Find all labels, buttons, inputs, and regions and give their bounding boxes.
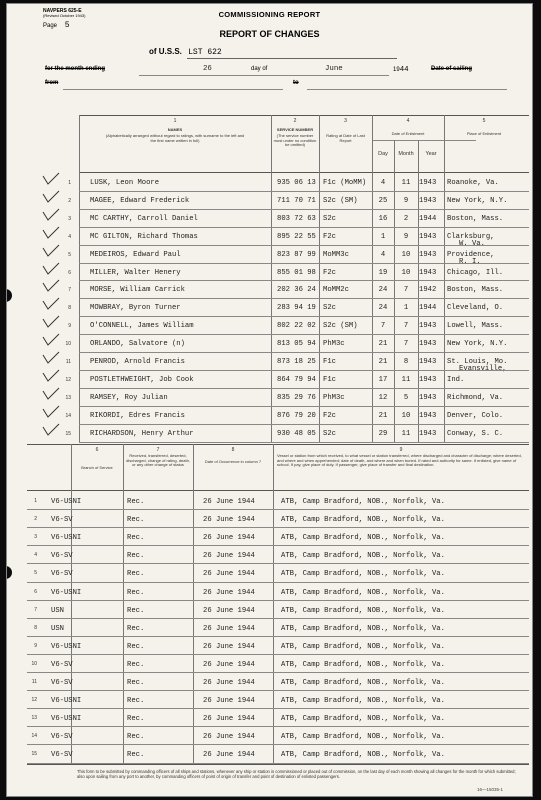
footer-instructions: This form to be submitted by commanding officers of all ships and stations, whenever any ship or station is commissioned or placed out of commission, on the last day of each month showing all changes for the month for which submitted; also upon sailing from any port to another, by commanding officers of point of origin of transfer and point of destination of enlisted passengers.: [77, 769, 516, 779]
check-mark-icon: [42, 226, 60, 240]
enlist-month: 11: [401, 375, 411, 384]
remarks: ATB, Camp Bradford, NOB., Norfolk, Va.: [281, 588, 445, 597]
occurrence-date: 26 June 1944: [203, 660, 255, 669]
status-change: Rec.: [127, 715, 145, 724]
table-row: [7, 299, 532, 316]
enlist-day: 17: [378, 375, 388, 384]
branch-of-service: USN: [51, 606, 64, 615]
enlist-day: 21: [378, 340, 388, 349]
row-number: 10: [31, 660, 37, 667]
row-number: 6: [68, 269, 71, 276]
remarks: ATB, Camp Bradford, NOB., Norfolk, Va.: [281, 715, 445, 724]
remarks: ATB, Camp Bradford, NOB., Norfolk, Va.: [281, 606, 445, 615]
sailor-name: RICHARDSON, Henry Arthur: [90, 429, 194, 438]
enlist-place: Ind.: [447, 375, 465, 384]
table-row: [7, 174, 532, 191]
check-mark-icon: [42, 387, 60, 401]
row-number: 11: [65, 359, 71, 365]
remarks: ATB, Camp Bradford, NOB., Norfolk, Va.: [281, 697, 445, 706]
check-mark-icon: [42, 297, 60, 311]
branch-of-service: V6-SV: [51, 570, 73, 579]
report-month: June: [325, 65, 343, 73]
sailor-name: MEDEIROS, Edward Paul: [90, 250, 181, 259]
enlist-day: 12: [378, 393, 388, 402]
branch-of-service: V6-SV: [51, 751, 73, 760]
enlist-year: 1942: [419, 286, 437, 295]
row-number: 8: [68, 305, 71, 312]
rating: S2c: [323, 429, 336, 438]
enlist-year: 1943: [419, 322, 437, 331]
row-number: 14: [31, 733, 37, 740]
form-revision: (Revised October 1943): [43, 13, 86, 18]
rating: MoMM2c: [323, 286, 349, 295]
check-mark-icon: [42, 405, 60, 419]
enlist-month: 8: [403, 358, 409, 366]
occurrence-date: 26 June 1944: [203, 733, 255, 742]
enlist-place: Roanoke, Va.: [447, 179, 499, 187]
rating: F2c: [323, 268, 336, 277]
enlist-month: 1: [403, 304, 409, 313]
check-mark-icon: [42, 315, 60, 329]
enlist-place: Boston, Mass.: [447, 214, 504, 223]
row-number: 11: [31, 679, 37, 685]
branch-of-service: V6-SV: [51, 660, 73, 669]
row-number: 13: [31, 715, 37, 722]
col-branch-header: Branch of Service: [81, 465, 113, 470]
enlist-place: St. Louis, Mo.: [447, 358, 508, 366]
report-title: REPORT OF CHANGES: [219, 29, 320, 39]
branch-of-service: V6-USNI: [51, 697, 82, 706]
enlist-year: 1943: [419, 411, 437, 420]
col-received-header: Received, transferred, deserted, discharged, change of rating, death, or any other change of status: [126, 453, 190, 468]
col-rating-header: Rating at Date of Last Report: [326, 133, 365, 143]
sailor-name: RIKORDI, Edres Francis: [90, 411, 185, 420]
branch-of-service: V6-SV: [51, 679, 73, 687]
row-number: 9: [68, 323, 71, 330]
remarks: ATB, Camp Bradford, NOB., Norfolk, Va.: [281, 570, 445, 579]
enlist-place: New York, N.Y.: [447, 196, 508, 205]
row-number: 10: [65, 341, 71, 348]
enlist-place: Lowell, Mass.: [447, 322, 504, 331]
row-number: 4: [34, 552, 37, 559]
remarks: ATB, Camp Bradford, NOB., Norfolk, Va.: [281, 498, 445, 506]
service-number: 802 22 02: [277, 322, 316, 331]
rating: MoMM3c: [323, 250, 349, 259]
enlist-month: 10: [401, 411, 411, 420]
status-change: Rec.: [127, 588, 145, 597]
service-number: 930 48 05: [277, 429, 316, 438]
branch-of-service: V6-USNI: [51, 498, 82, 506]
enlist-month: 7: [403, 286, 409, 295]
table-row: [7, 371, 532, 388]
enlist-month: 7: [403, 322, 409, 331]
service-number: 711 70 71: [277, 196, 316, 205]
sailor-name: MOWBRAY, Byron Turner: [90, 304, 181, 313]
enlist-place: New York, N.Y.: [447, 340, 508, 349]
check-mark-icon: [42, 423, 60, 437]
enlist-year: 1943: [419, 358, 437, 366]
remarks: ATB, Camp Bradford, NOB., Norfolk, Va.: [281, 552, 445, 561]
sailor-name: MC GILTON, Richard Thomas: [90, 232, 198, 241]
status-change: Rec.: [127, 606, 145, 615]
ship-line: of U.S.S. LST 622: [149, 47, 222, 57]
table-row: [7, 281, 532, 298]
check-mark-icon: [42, 208, 60, 222]
occurrence-date: 26 June 1944: [203, 498, 255, 506]
status-change: Rec.: [127, 498, 145, 506]
enlist-month: 10: [401, 268, 411, 277]
occurrence-date: 26 June 1944: [203, 697, 255, 706]
sailor-name: LUSK, Leon Moore: [90, 179, 160, 187]
enlist-place-line2: W. Va.: [459, 239, 485, 248]
row-number: 4: [68, 233, 71, 240]
branch-of-service: V6-SV: [51, 552, 73, 561]
status-change: Rec.: [127, 624, 145, 633]
enlist-place: Chicago, Ill.: [447, 268, 504, 277]
row-number: 8: [34, 624, 37, 631]
enlist-day: 1: [380, 232, 386, 241]
service-number: 935 06 13: [277, 179, 316, 187]
branch-of-service: USN: [51, 624, 64, 633]
remarks: ATB, Camp Bradford, NOB., Norfolk, Va.: [281, 624, 445, 633]
remarks: ATB, Camp Bradford, NOB., Norfolk, Va.: [281, 660, 445, 669]
rating: S2c: [323, 304, 336, 313]
status-change: Rec.: [127, 751, 145, 760]
enlist-month: 7: [403, 340, 409, 349]
row-number: 15: [65, 430, 71, 437]
enlist-place: Conway, S. C.: [447, 429, 504, 438]
service-number: 823 87 99: [277, 250, 316, 259]
occurrence-date: 26 June 1944: [203, 570, 255, 579]
period-label: for the month ending: [45, 66, 105, 72]
branch-of-service: V6-SV: [51, 516, 73, 525]
check-mark-icon: [42, 244, 60, 258]
status-change: Rec.: [127, 733, 145, 742]
row-number: 3: [68, 215, 71, 222]
row-number: 1: [34, 498, 37, 504]
occurrence-date: 26 June 1944: [203, 642, 255, 651]
rating: F2c: [323, 232, 336, 241]
rating: F1c: [323, 375, 336, 384]
remarks: ATB, Camp Bradford, NOB., Norfolk, Va.: [281, 679, 445, 687]
enlist-place: Clarksburg,: [447, 232, 495, 241]
service-number: 813 05 94: [277, 340, 316, 349]
service-number: 855 01 98: [277, 268, 316, 277]
enlist-month: 5: [403, 393, 409, 402]
table-row: [7, 335, 532, 352]
enlist-day: 19: [378, 268, 388, 277]
table-row: [7, 407, 532, 424]
service-number: 803 72 63: [277, 214, 316, 223]
col-service-header: SERVICE NUMBER: [276, 127, 314, 132]
enlist-month: 9: [403, 232, 409, 241]
rating: PhM3c: [323, 340, 345, 349]
col-enlistment-header: Date of Enlistment: [391, 131, 425, 136]
table-row: [7, 425, 532, 442]
enlist-year: 1943: [419, 250, 437, 259]
check-mark-icon: [42, 369, 60, 383]
day-of-label: day of: [251, 66, 268, 72]
table-row: [7, 246, 532, 266]
status-change: Rec.: [127, 697, 145, 706]
enlist-year: 1944: [419, 304, 437, 313]
date-of-sailing-label: Date of sailing: [431, 66, 473, 72]
branch-of-service: V6-USNI: [51, 534, 82, 543]
occurrence-date: 26 June 1944: [203, 588, 255, 597]
row-number: 14: [65, 412, 71, 419]
branch-of-service: V6-USNI: [51, 642, 82, 651]
row-number: 5: [34, 570, 37, 577]
enlist-day: 25: [378, 196, 388, 205]
enlist-month: 2: [403, 214, 409, 223]
col-remarks-header: Vessel or station from which received, to what vessel or station transferred, where discharged and character of discharge; where deserted, and where and when apprehended; date of death, and where and when buried. If rated and authority for same. If enlisted, give name of school. If pay, give place of duty. If passenger, give place of transfer and final destination.: [277, 453, 522, 468]
sailor-name: ORLANDO, Salvatore (n): [90, 340, 185, 349]
sailor-name: PENROD, Arnold Francis: [90, 358, 185, 366]
row-number: 5: [68, 251, 71, 258]
row-number: 2: [34, 516, 37, 523]
ship-name: LST 622: [188, 48, 222, 57]
status-change: Rec.: [127, 552, 145, 561]
report-day: 26: [203, 65, 212, 73]
occurrence-date: 26 June 1944: [203, 624, 255, 633]
branch-of-service: V6-USNI: [51, 588, 82, 597]
sailor-name: MILLER, Walter Henery: [90, 268, 181, 277]
col-place-header: Place of Enlistment: [466, 131, 502, 136]
row-number: 2: [68, 197, 71, 204]
enlist-place: Boston, Mass.: [447, 286, 504, 295]
enlist-place: Providence,: [447, 250, 495, 259]
rating: F2c: [323, 411, 336, 420]
rating: S2c (SM): [323, 322, 358, 331]
enlist-year: 1943: [419, 340, 437, 349]
table-row: [7, 210, 532, 227]
enlist-month: 10: [401, 250, 411, 259]
enlist-day: 29: [378, 429, 388, 438]
enlist-year: 1943: [419, 429, 437, 438]
status-change: Rec.: [127, 660, 145, 669]
rating: S2c (SM): [323, 196, 358, 205]
from-label: from: [45, 80, 59, 86]
table-row: [7, 264, 532, 281]
enlist-place: Cleveland, O.: [447, 304, 504, 313]
enlist-year: 1943: [419, 268, 437, 277]
enlist-day: 16: [378, 214, 388, 223]
enlist-year: 1943: [419, 196, 437, 205]
enlist-place: Denver, Colo.: [447, 411, 504, 420]
check-mark-icon: [42, 333, 60, 347]
sailor-name: MORSE, William Carrick: [90, 286, 185, 295]
enlist-month: 11: [401, 179, 411, 187]
remarks: ATB, Camp Bradford, NOB., Norfolk, Va.: [281, 534, 445, 543]
row-number: 13: [65, 394, 71, 401]
remarks: ATB, Camp Bradford, NOB., Norfolk, Va.: [281, 642, 445, 651]
check-mark-icon: [42, 279, 60, 293]
sailor-name: O'CONNELL, James William: [90, 322, 194, 331]
occurrence-date: 26 June 1944: [203, 715, 255, 724]
rating: F1c: [323, 358, 336, 366]
enlist-place: Richmond, Va.: [447, 393, 504, 402]
service-number: 835 29 76: [277, 393, 316, 402]
sailor-name: MAGEE, Edward Frederick: [90, 196, 190, 205]
rating: PhM3c: [323, 393, 345, 402]
col-names-header: NAMES: [167, 127, 183, 132]
status-change: Rec.: [127, 642, 145, 651]
check-mark-icon: [42, 262, 60, 276]
branch-of-service: V6-SV: [51, 733, 73, 742]
remarks: ATB, Camp Bradford, NOB., Norfolk, Va.: [281, 751, 445, 760]
table-row: [7, 353, 532, 373]
document-page: NAVPERS 625-E (Revised October 1943) Page 5 COMMISSIONING REPORT REPORT OF CHANGES of U.S.S. LST 622 for the month ending 26 day of June 1944 Date of sailing from to 1 2 3 4 5 NAMES (Alphabetically arranged without regard to ratings, with surname to the left and the first name written in full) SERVICE NUMBER (The service number must under no condition be omitted) Rating at Date of Last Report Date of Enlistment Day Month Year Place of Enlistment 1 LUSK, Leon Moore 935 06 13 F1c (MoMM) 4 11 1943 Roanoke, Va. 2 MAGEE, Edward Frederick 711 70 71 S2c (SM) 25 9 1943 New York, N.Y. 3 MC CARTHY, Carroll Daniel 803 72 63 S2c 16 2 1944 Boston, Mass. 4 MC GILTON, Richard Thomas 895 22 55 F2c 1 9 1943 Clarksburg, W. Va. 5 MEDEIROS, Edward Paul 823 87 99 MoMM3c 4 10 1943 Providence, R. I. 6 MILLER, Walter Henery 855 01 98 F2c 19 10 1943 Chicago, Ill. 7 MORSE, William Carrick 202 36 24 MoMM2c 24 7 1942 Boston, Mass. 8 MOWBRAY, Byron Turner 283 94 19 S2c 24 1 1944 Cleveland, O. 9 O'CONNELL, James William 802 22 02 S2c (SM) 7 7 1943 Lowell, Mass. 10 ORLANDO, Salvatore (n) 813 05 94 PhM3c 21 7 1943 New York, N.Y. 11 PENROD, Arnold Francis 873 18 25 F1c 21 8 1943 St. Louis, Mo. Evansville, 12 POSTLETHWEIGHT, Job Cook 864 79 94 F1c 17 11 1943 Ind. 13 RAMSEY, Roy Julian 835 29 76 PhM3c 12 5 1943 Richmond, Va. 14 RIKORDI, Edres Francis 876 79 20 F2c 21 10 1943 Denver, Colo. 15 RICHARDSON, Henry Arthur 930 48 05 S2c 29 11 1943 Conway, S. C. 6 7 8 9 Branch of Service Received, transferred, deserted, discharged, change of rating, death, or any other change of status Date of Occurrence in column 7 Vessel or station from which received, to what vessel or station transferred, where discharged and character of discharge; where deserted, and where and when apprehended; date of death, and where and when buried. If rated and authority for same. If enlisted, give name of school. If pay, give place of duty. If passenger, give place of transfer and final destination. 1 V6-USNI Rec. 26 June 1944 ATB, Camp Bradford, NOB., Norfolk, Va. 2 V6-SV Rec. 26 June 1944 ATB, Camp Bradford, NOB., Norfolk, Va. 3 V6-USNI Rec. 26 June 1944 ATB, Camp Bradford, NOB., Norfolk, Va. 4 V6-SV Rec. 26 June 1944 ATB, Camp Bradford, NOB., Norfolk, Va. 5 V6-SV Rec. 26 June 1944 ATB, Camp Bradford, NOB., Norfolk, Va. 6 V6-USNI Rec. 26 June 1944 ATB, Camp Bradford, NOB., Norfolk, Va. 7 USN Rec. 26 June 1944 ATB, Camp Bradford, NOB., Norfolk, Va. 8 USN Rec. 26 June 1944 ATB, Camp Bradford, NOB., Norfolk, Va. 9 V6-USNI Rec. 26 June 1944 ATB, Camp Bradford, NOB., Norfolk, Va. 10 V6-SV Rec. 26 June 1944 ATB, Camp Bradford, NOB., Norfolk, Va. 11 V6-SV Rec. 26 June 1944 ATB, Camp Bradford, NOB., Norfolk, Va. 12 V6-USNI Rec. 26 June 1944 ATB, Camp Bradford, NOB., Norfolk, Va. 13 V6-USNI Rec. 26 June 1944 ATB, Camp Bradford, NOB., Norfolk, Va. 14 V6-SV Rec. 26 June 1944 ATB, Camp Bradford, NOB., Norfolk, Va. 15 V6-SV Rec. 26 June 1944 ATB, Camp Bradford, NOB., Norfolk, Va. This form to be submitted by commanding officers of all ships and stations, whenever any ship or station is commissioned or placed out of commission, on the last day of each month showing all changes for the month for which submitted; also upon sailing from any port to another, by commanding officers of point of origin of transfer and point of destination of enlisted passengers. 16—15035-1: [6, 3, 533, 797]
enlist-day: 7: [380, 322, 386, 331]
form-title: COMMISSIONING REPORT: [218, 10, 321, 19]
col-date-header: Date of Occurrence in column 7: [204, 459, 262, 464]
check-mark-icon: [42, 172, 60, 186]
page-number: 5: [64, 21, 70, 30]
enlist-year: 1943: [419, 232, 437, 241]
table-row: [7, 389, 532, 406]
enlist-place-line2: Evansville,: [459, 365, 507, 373]
branch-of-service: V6-USNI: [51, 715, 82, 724]
page-label: Page 5: [43, 21, 70, 30]
row-number: 1: [68, 180, 71, 186]
form-number: NAVPERS 625-E: [43, 8, 82, 14]
sailor-name: POSTLETHWEIGHT, Job Cook: [90, 375, 194, 384]
enlist-day: 4: [380, 250, 386, 259]
row-number: 7: [34, 606, 37, 613]
enlist-year: 1943: [419, 393, 437, 402]
service-number: 283 94 19: [277, 304, 316, 313]
enlist-day: 21: [378, 411, 388, 420]
enlist-day: 21: [378, 358, 388, 366]
enlist-place-line2: R. I.: [459, 257, 481, 266]
rating: S2c: [323, 214, 336, 223]
service-number: 202 36 24: [277, 286, 316, 295]
occurrence-date: 26 June 1944: [203, 606, 255, 615]
status-change: Rec.: [127, 534, 145, 543]
enlist-year: 1943: [419, 375, 437, 384]
check-mark-icon: [42, 351, 60, 365]
enlist-day: 4: [380, 179, 386, 187]
form-code: 16—15035-1: [477, 787, 504, 792]
occurrence-date: 26 June 1944: [203, 516, 255, 525]
service-number: 876 79 20: [277, 411, 316, 420]
to-label: to: [293, 80, 299, 86]
table-row: [7, 317, 532, 334]
enlist-year: 1944: [419, 214, 437, 223]
row-number: 12: [31, 697, 37, 704]
sailor-name: MC CARTHY, Carroll Daniel: [90, 214, 198, 223]
service-number: 895 22 55: [277, 232, 316, 241]
service-number: 864 79 94: [277, 375, 316, 384]
check-mark-icon: [42, 190, 60, 204]
sailor-name: RAMSEY, Roy Julian: [90, 393, 168, 402]
status-change: Rec.: [127, 679, 145, 687]
rating: F1c (MoMM): [323, 179, 367, 187]
row-number: 12: [65, 376, 71, 383]
status-change: Rec.: [127, 516, 145, 525]
enlist-day: 24: [378, 304, 388, 313]
status-change: Rec.: [127, 570, 145, 579]
row-number: 9: [34, 642, 37, 649]
row-number: 3: [34, 534, 37, 541]
row-number: 15: [31, 751, 37, 758]
enlist-month: 11: [401, 429, 411, 438]
enlist-year: 1943: [419, 179, 437, 187]
year-field: 1944: [393, 66, 409, 74]
remarks: ATB, Camp Bradford, NOB., Norfolk, Va.: [281, 516, 445, 525]
service-number: 873 18 25: [277, 358, 316, 366]
table-row: [7, 192, 532, 209]
remarks: ATB, Camp Bradford, NOB., Norfolk, Va.: [281, 733, 445, 742]
occurrence-date: 26 June 1944: [203, 751, 255, 760]
row-number: 7: [68, 287, 71, 294]
table-row: [7, 228, 532, 248]
occurrence-date: 26 June 1944: [203, 552, 255, 561]
occurrence-date: 26 June 1944: [203, 534, 255, 543]
enlist-day: 24: [378, 286, 388, 295]
row-number: 6: [34, 588, 37, 595]
occurrence-date: 26 June 1944: [203, 679, 255, 687]
enlist-month: 9: [403, 196, 409, 205]
